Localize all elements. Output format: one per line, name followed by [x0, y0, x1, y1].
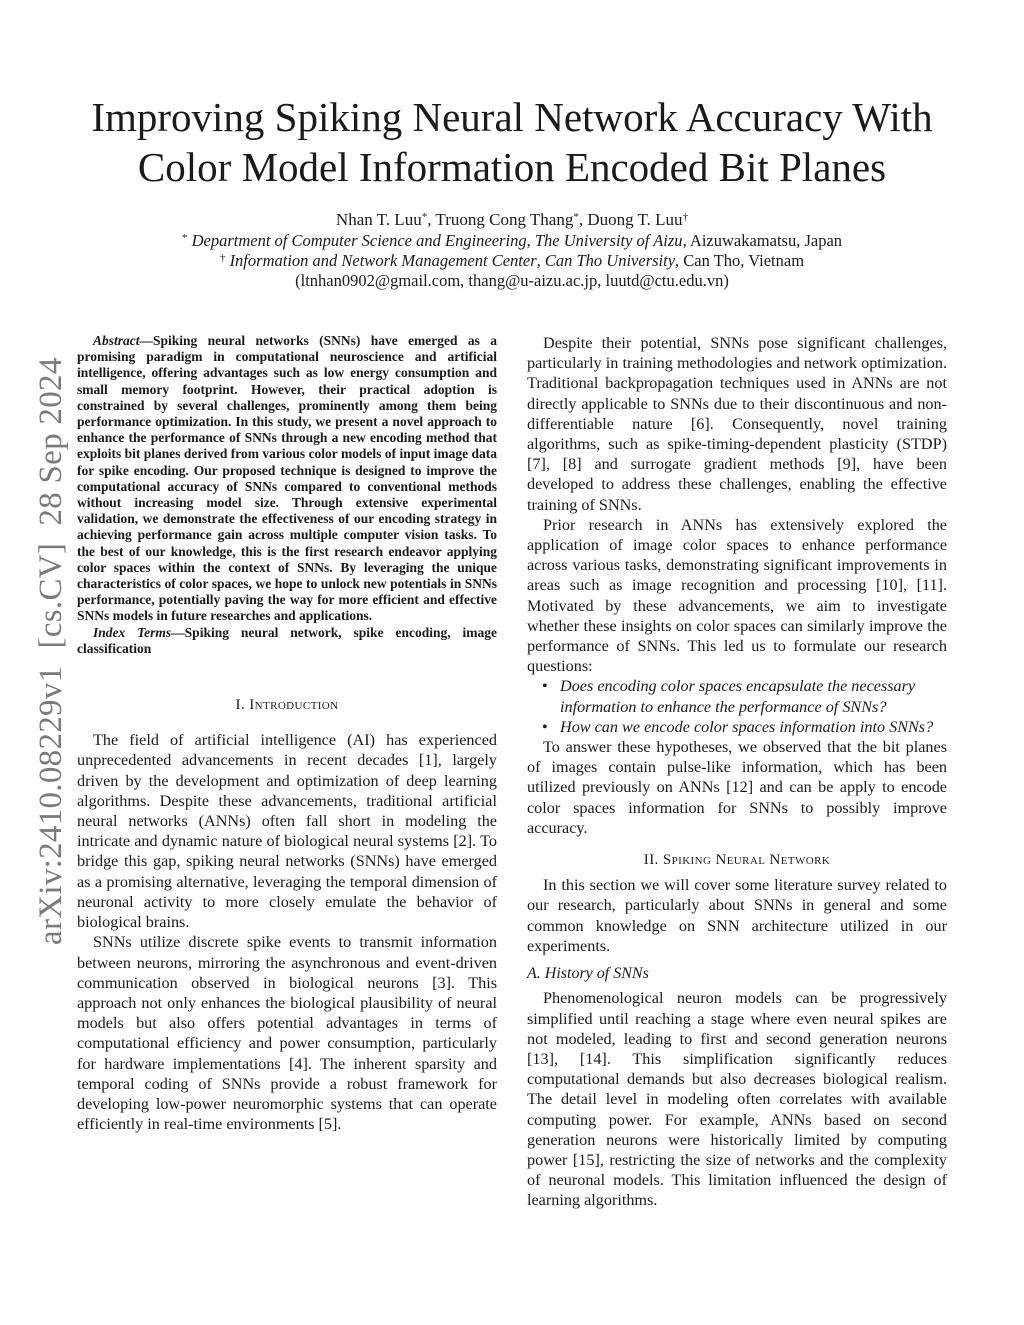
affiliation-mark: † [682, 211, 689, 223]
right-column [527, 333, 947, 1211]
research-questions [527, 676, 947, 737]
section-number: I. [235, 697, 250, 714]
affiliation-mark: * [573, 211, 579, 223]
title-line-2: Color Model Information Encoded Bit Planes [137, 144, 887, 190]
research-question-2: • How can we encode color spaces information into SNNs? [560, 717, 947, 737]
abstract [77, 333, 497, 625]
index-terms-lead: Index Terms [93, 624, 172, 640]
research-question-1: • Does encoding color spaces encapsulate the necessary information to enhance the performance of SNNs? [560, 676, 947, 716]
affiliation-mark: * [421, 211, 428, 223]
intro-paragraph-4: Prior research in ANNs has extensively explored the application of image color spaces to enhance performance across various tasks, demonstrating significant improvements in areas such as image recognition and processing [10], [11]. Motivated by these advancements, we aim to investigate whether these insights on color spaces can similarly improve the performance of SNNs. This led us to formulate our research questions: [527, 515, 947, 676]
abstract-lead: Abstract [93, 333, 140, 348]
index-terms [77, 625, 497, 657]
section-heading-snn [527, 850, 947, 870]
section-number: II. [643, 852, 663, 869]
affiliation-mark: * [181, 232, 188, 244]
affiliation-1-dept: Department of Computer Science and Engineering [191, 231, 527, 250]
intro-paragraph-1: The field of artificial intelligence (AI) has experienced unprecedented advancements in recent decades [1], largely driven by the development and optimization of deep learning algorithms. Despite these advancements, traditional artificial neural networks (ANNs) often fall short in modeling the intricate and dynamic nature of biological neural systems [2]. To bridge this gap, spiking neural networks (SNNs) have emerged as a promising alternative, leveraging the temporal dimension of neuronal activity to more closely emulate the behavior of biological brains. [77, 731, 497, 932]
section-title: Introduction [249, 697, 339, 714]
section-title: Spiking Neural Network [662, 852, 831, 869]
intro-paragraph-5: To answer these hypotheses, we observed that the bit planes of images contain pulse-like information, which has been utilized previously on ANNs [12] and can be apply to encode color spaces information for SNNs to possibly improve accuracy. [527, 738, 947, 837]
author-2: Truong Cong Thang [435, 210, 574, 229]
index-terms-text: —Spiking neural network, spike encoding, image classification [77, 624, 497, 656]
section-heading-introduction [77, 695, 497, 715]
affiliation-1: * Department of Computer Science and Engineering, The University of Aizu, Aizuwakamatsu, Japan [181, 231, 843, 250]
author-emails: (ltnhan0902@gmail.com, thang@u-aizu.ac.jp, luutd@ctu.edu.vn) [295, 271, 729, 290]
affiliation-2: † Information and Network Management Center, Can Tho University, Can Tho, Vietnam [219, 251, 805, 270]
affiliation-2-location: , Can Tho, Vietnam [675, 251, 805, 270]
arxiv-stamp: arXiv:2410.08229v1 [cs.CV] 28 Sep 2024 [33, 357, 69, 945]
abstract-text: —Spiking neural networks (SNNs) have emerged as a promising paradigm in computational neuroscience and artificial intelligence, offering advantages such as low energy consumption and small memory footprint. However, their practical adoption is constrained by several challenges, prominently among them being performance optimization. In this study, we present a novel approach to enhance the performance of SNNs through a new encoding method that exploits bit planes derived from various color models of input image data for spike encoding. Our proposed technique is designed to improve the computational accuracy of SNNs compared to conventional methods without increasing model size. Through extensive experimental validation, we demonstrate the effectiveness of our encoding strategy in achieving performance gain across multiple computer vision tasks. To the best of our knowledge, this is the first research endeavor applying color spaces within the context of SNNs. By leveraging the unique characteristics of color spaces, we hope to unlock new potentials in SNNs performance, potentially paving the way for more efficient and effective SNNs models in future researches and applications. [77, 333, 497, 624]
title-line-1: Improving Spiking Neural Network Accuracy With [91, 94, 933, 140]
affiliation-2-university: Can Tho University [544, 251, 676, 270]
snn-paragraph-2: Phenomenological neuron models can be progressively simplified until reaching a stage where even neural spikes are not modeled, leading to first and second generation neurons [13], [14]. This simplification significantly reduces computational demands but also decreases biological realism. The detail level in modeling often correlates with available computing power. For example, ANNs based on second generation neurons were historically limited by computing power [15], restricting the size of networks and the complexity of neuronal models. This limitation influenced the design of learning algorithms. [527, 989, 947, 1210]
affiliation-1-university: The University of Aizu [534, 231, 683, 250]
affiliation-1-location: , Aizuwakamatsu, Japan [682, 231, 843, 250]
author-block [60, 210, 964, 291]
author-1: Nhan T. Luu [335, 210, 422, 229]
paper-title [60, 92, 964, 192]
intro-paragraph-2: SNNs utilize discrete spike events to transmit information between neurons, mirroring the asynchronous and event-driven communication observed in biological neurons [3]. This approach not only enhances the biological plausibility of neural models but also offers potential advantages in terms of computational efficiency and power consumption, particularly for hardware implementations [4]. The inherent sparsity and temporal coding of SNNs provide a robust framework for developing low-power neuromorphic systems that can operate efficiently in real-time environments [5]. [77, 933, 497, 1134]
left-column [77, 333, 497, 1134]
author-names: Nhan T. Luu*, Truong Cong Thang*, Duong T. Luu† [335, 210, 689, 229]
intro-paragraph-3: Despite their potential, SNNs pose significant challenges, particularly in training methodologies and network optimization. Traditional backpropagation techniques used in ANNs are not directly applicable to SNNs due to their discontinuous and non-differentiable nature [6]. Consequently, novel training algorithms, such as spike-timing-dependent plasticity (STDP) [7], [8] and surrogate gradient methods [9], have been developed to address these challenges, enabling the effective training of SNNs. [527, 334, 947, 514]
author-3: Duong T. Luu [587, 210, 683, 229]
affiliation-2-dept: Information and Network Management Center [229, 251, 537, 270]
snn-paragraph-1: In this section we will cover some literature survey related to our research, particularly about SNNs in general and some common knowledge on SNN architecture utilized in our experiments. [527, 876, 947, 955]
affiliation-mark: † [219, 252, 226, 264]
subsection-heading-history: A. History of SNNs [527, 965, 649, 983]
